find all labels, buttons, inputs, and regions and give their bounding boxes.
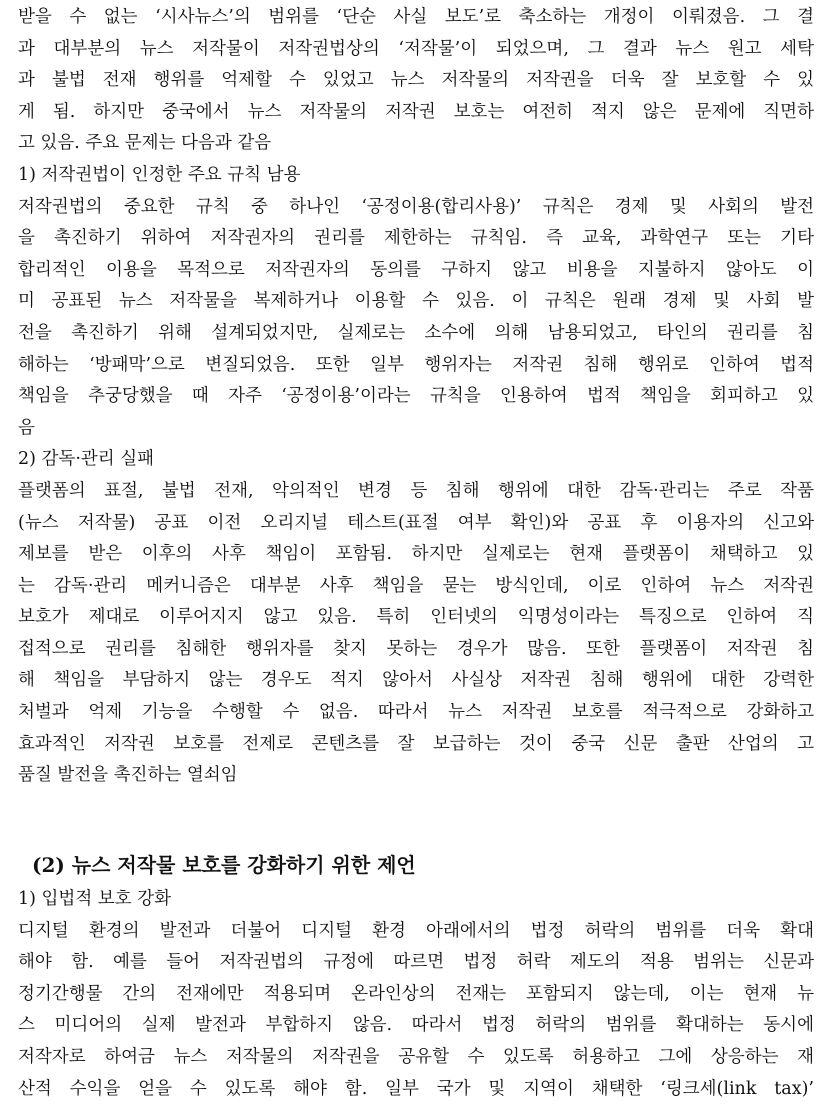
text-line: 합리적인 이용을 목적으로 저작권자의 동의를 구하지 않고 비용을 지불하지 않아도 이: [18, 259, 814, 280]
text-line: 저작권법의 중요한 규칙 중 하나인 ‘공정이용(합리사용)’ 규칙은 경제 및 사회의 발전: [18, 196, 814, 217]
text-line: 책임을 추궁당했을 때 자주 ‘공정이용’이라는 규칙을 인용하여 법적 책임을 회피하고 있: [18, 386, 814, 407]
text-line: 품질 발전을 촉진하는 열쇠임: [18, 765, 238, 786]
text-line: 해 책임을 부담하지 않는 경우도 적지 않아서 사실상 저작권 침해 행위에 대한 강력한: [18, 670, 814, 691]
text-line: 음: [18, 417, 35, 438]
text-line: 스 미디어의 실제 발전과 부합하지 않음. 따라서 법정 허락의 범위를 확대하는 동시에: [18, 1015, 814, 1036]
text-line: 을 촉진하기 위하여 저작권자의 권리를 제한하는 규칙임. 즉 교육, 과학연구 또는 기타: [18, 228, 814, 249]
text-line: 정기간행물 간의 전재에만 적용되며 온라인상의 전재는 포함되지 않는데, 이는 현재 뉴: [18, 983, 814, 1004]
subsection-heading: 2) 감독·관리 실패: [18, 449, 155, 470]
subsection-heading: 1) 입법적 보호 강화: [18, 889, 171, 909]
text-line: (뉴스 저작물) 공표 이전 오리지널 테스트(표절 여부 확인)와 공표 후 이용자의 신고와: [18, 512, 814, 533]
text-line: 게 됨. 하지만 중국에서 뉴스 저작물의 저작권 보호는 여전히 적지 않은 문제에 직면하: [18, 101, 814, 122]
text-line: 해하는 ‘방패막’으로 변질되었음. 또한 일부 행위자는 저작권 침해 행위로 인하여 법적: [18, 354, 814, 375]
text-line: 저작자로 하여금 뉴스 저작물의 저작권을 공유할 수 있도록 허용하고 그에 상응하는 재: [18, 1046, 814, 1067]
text-line: 과 대부분의 뉴스 저작물이 저작권법상의 ‘저작물’이 되었으며, 그 결과 뉴스 원고 세탁: [18, 38, 814, 59]
body-text-lower: [18, 884, 814, 1105]
section-heading: (2) 뉴스 저작물 보호를 강화하기 위한 제언: [32, 853, 416, 877]
text-line: 디지털 환경의 발전과 더불어 디지털 환경 아래에서의 법정 허락의 범위를 더욱 확대: [18, 920, 814, 941]
text-line: 받을 수 없는 ‘시사뉴스’의 범위를 ‘단순 사실 보도’로 축소하는 개정이 이뤄졌음. 그 결: [18, 7, 814, 27]
text-line: 과 불법 전재 행위를 억제할 수 있었고 뉴스 저작물의 저작권을 더욱 잘 보호할 수 있: [18, 70, 814, 91]
text-line: 전을 촉진하기 위해 설계되었지만, 실제로는 소수에 의해 남용되었고, 타인의 권리를 침: [18, 322, 814, 343]
text-line: 처벌과 억제 기능을 수행할 수 없음. 따라서 뉴스 저작권 보호를 적극적으로 강화하고: [18, 702, 814, 723]
text-line: 미 공표된 뉴스 저작물을 복제하거나 이용할 수 있음. 이 규칙은 원래 경제 및 사회 발: [18, 291, 814, 312]
text-line: 고 있음. 주요 문제는 다음과 같음: [18, 133, 272, 154]
text-line: 제보를 받은 이후의 사후 책임이 포함됨. 하지만 실제로는 현재 플랫폼이 채택하고 있: [18, 544, 814, 565]
text-line: 산적 수익을 얻을 수 있도록 해야 함. 일부 국가 및 지역이 채택한 ‘링크세(link tax)’: [18, 1078, 814, 1099]
text-line: 플랫폼의 표절, 불법 전재, 악의적인 변경 등 침해 행위에 대한 감독·관리는 주로 작품: [18, 480, 814, 501]
text-line: 효과적인 저작권 보호를 전제로 콘텐츠를 잘 보급하는 것이 중국 신문 출판 산업의 고: [18, 733, 814, 754]
body-text-upper: [18, 2, 814, 792]
text-line: 해야 함. 예를 들어 저작권법의 규정에 따르면 법정 허락 제도의 적용 범위는 신문과: [18, 952, 814, 973]
text-line: 는 감독·관리 메커니즘은 대부분 사후 책임을 묻는 방식인데, 이로 인하여 뉴스 저작권: [18, 575, 814, 596]
text-line: 접적으로 권리를 침해한 행위자를 찾지 못하는 경우가 많음. 또한 플랫폼이 저작권 침: [18, 638, 814, 659]
text-line: 보호가 제대로 이루어지지 않고 있음. 특히 인터넷의 익명성이라는 특징으로 인하여 직: [18, 607, 814, 628]
subsection-heading: 1) 저작권법이 인정한 주요 규칙 남용: [18, 164, 301, 185]
